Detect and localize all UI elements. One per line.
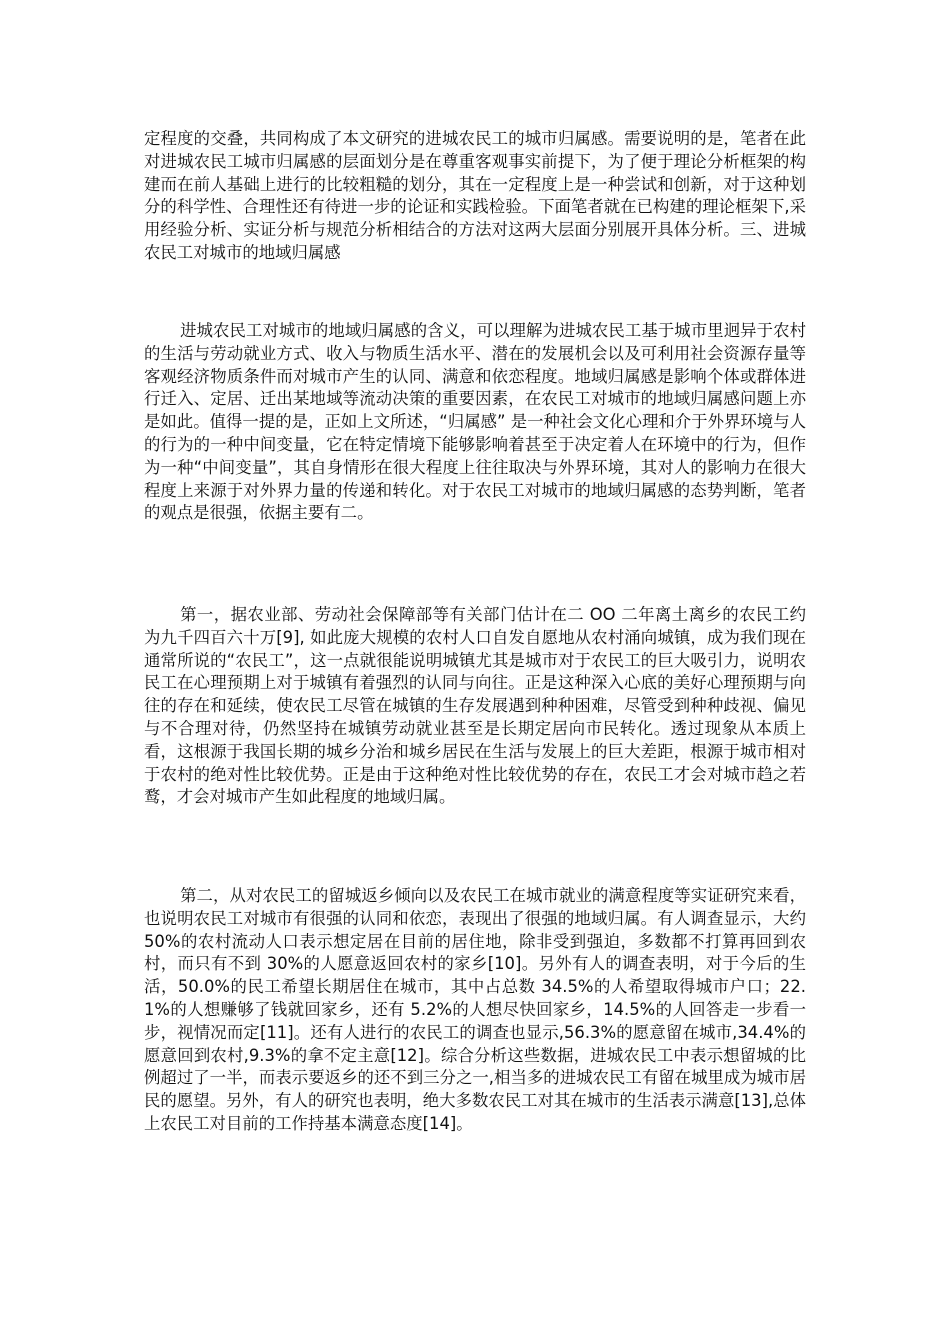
paragraph-second-reason: 第二，从对农民工的留城返乡倾向以及农民工在城市就业的满意程度等实证研究来看，也说明农民工对城市有很强的认同和依恋，表现出了很强的地域归属。有人调查显示，大约 50%的农村流动人口表示想定居在目前的居住地，除非受到强迫，多数都不打算再回到农村，而只有不到 30%的人愿意返回农村的家乡[10]。另外有人的调查表明，对于今后的生活，50.0%的民工希望长期居住在城市，其中占总数 34.5%的人希望取得城市户口；22.1%的人想赚够了钱就回家乡，还有 5.2%的人想尽快回家乡，14.5%的人回答走一步看一步，视情况而定[11]。还有人进行的农民工的调查也显示,56.3%的愿意留在城市,34.4%的愿意回到农村,9.3%的拿不定主意[12]。综合分析这些数据，进城农民工中表示想留城的比例超过了一半，而表示要返乡的还不到三分之一,相当多的进城农民工有留在城里成为城市居民的愿望。另外，有人的研究也表明，绝大多数农民工对其在城市的生活表示满意[13],总体上农民工对目前的工作持基本满意态度[14]。 xyxy=(144,886,806,1133)
document-page xyxy=(144,0,806,1344)
paragraph-regional-belonging: 进城农民工对城市的地域归属感的含义，可以理解为进城农民工基于城市里迥异于农村的生活与劳动就业方式、收入与物质生活水平、潜在的发展机会以及可利用社会资源存量等客观经济物质条件而对城市产生的认同、满意和依恋程度。地域归属感是影响个体或群体进行迁入、定居、迁出某地域等流动决策的重要因素，在农民工对城市的地域归属感问题上亦是如此。值得一提的是，正如上文所述，“归属感” 是一种社会文化心理和介于外界环境与人的行为的一种中间变量，它在特定情境下能够影响着甚至于决定着人在环境中的行为，但作为一种“中间变量”，其自身情形在很大程度上往往取决与外界环境，其对人的影响力在很大程度上来源于对外界力量的传递和转化。对于农民工对城市的地域归属感的态势判断，笔者的观点是很强，依据主要有二。 xyxy=(144,321,806,523)
paragraph-first-reason: 第一，据农业部、劳动社会保障部等有关部门估计在二 OO 二年离土离乡的农民工约为九千四百六十万[9], 如此庞大规模的农村人口自发自愿地从农村涌向城镇，成为我们现在通常所说的“农民工”，这一点就很能说明城镇尤其是城市对于农民工的巨大吸引力，说明农民工在心理预期上对于城镇有着强烈的认同与向往。正是这种深入心底的美好心理预期与向往的存在和延续，使农民工尽管在城镇的生存发展遇到种种困难，尽管受到种种歧视、偏见与不合理对待，仍然坚持在城镇劳动就业甚至是长期定居向市民转化。透过现象从本质上看，这根源于我国长期的城乡分治和城乡居民在生活与发展上的巨大差距，根源于城市相对于农村的绝对性比较优势。正是由于这种绝对性比较优势的存在，农民工才会对城市趋之若鹜，才会对城市产生如此程度的地域归属。 xyxy=(144,605,806,807)
paragraph-intro: 定程度的交叠，共同构成了本文研究的进城农民工的城市归属感。需要说明的是，笔者在此对进城农民工城市归属感的层面划分是在尊重客观事实前提下，为了便于理论分析框架的构建而在前人基础上进行的比较粗糙的划分，其在一定程度上是一种尝试和创新，对于这种划分的科学性、合理性还有待进一步的论证和实践检验。下面笔者就在已构建的理论框架下,采用经验分析、实证分析与规范分析相结合的方法对这两大层面分别展开具体分析。三、进城农民工对城市的地域归属感 xyxy=(144,129,806,262)
